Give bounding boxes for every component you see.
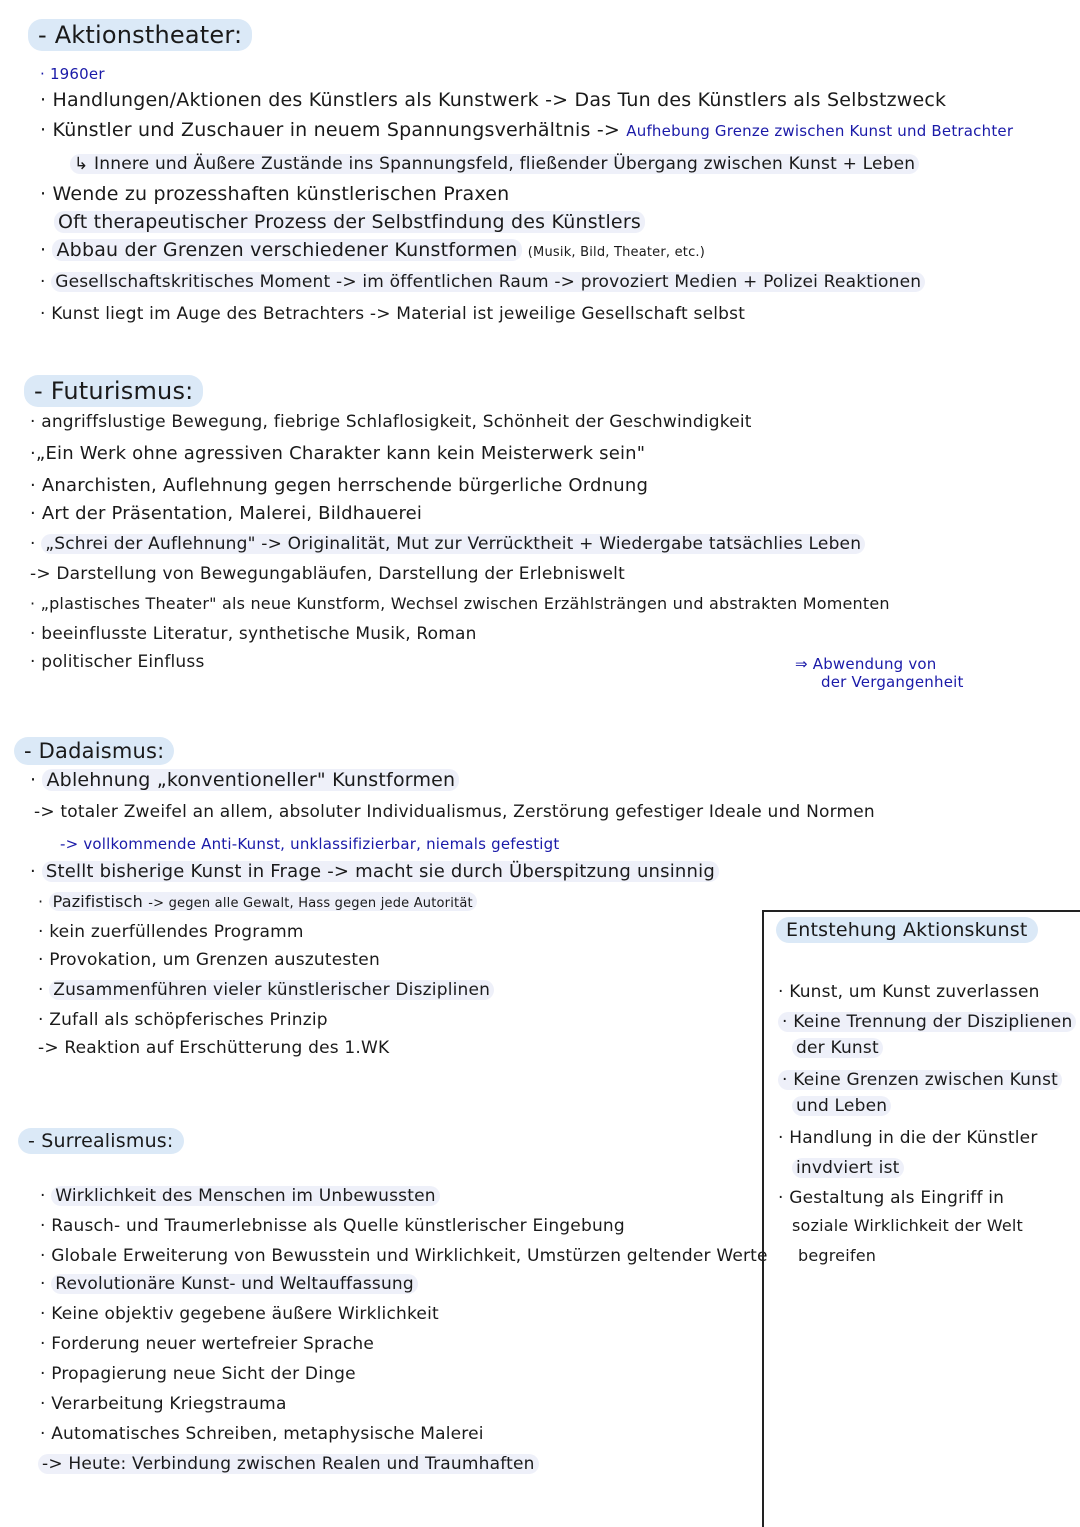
note-line: -> Heute: Verbindung zwischen Realen und Traumhaften bbox=[38, 1452, 539, 1476]
sidebox-line: und Leben bbox=[792, 1094, 891, 1118]
note-annotation: ⇒ Abwendung von der Vergangenheit bbox=[795, 655, 964, 691]
note-line: · Künstler und Zuschauer in neuem Spannungsverhältnis -> Aufhebung Grenze zwischen Kunst und Betrachter bbox=[40, 119, 1014, 141]
note-line: · Keine objektiv gegebene äußere Wirklichkeit bbox=[40, 1304, 439, 1324]
note-line: · „Schrei der Auflehnung" -> Originalität, Mut zur Verrücktheit + Wiedergabe tatsächlies Leben bbox=[30, 532, 865, 556]
sidebox-line: · Gestaltung als Eingriff in bbox=[778, 1188, 1005, 1208]
note-line: · Anarchisten, Auflehnung gegen herrschende bürgerliche Ordnung bbox=[30, 475, 649, 496]
heading-surrealismus: - Surrealismus: bbox=[18, 1126, 184, 1156]
note-line: · Pazifistisch -> gegen alle Gewalt, Hass gegen jede Autorität bbox=[38, 890, 477, 916]
note-line: -> vollkommende Anti-Kunst, unklassifizierbar, niemals gefestigt bbox=[60, 835, 560, 853]
sidebox-line: invdviert ist bbox=[792, 1156, 904, 1180]
note-line: · Wirklichkeit des Menschen im Unbewussten bbox=[40, 1184, 440, 1208]
note-line: · 1960er bbox=[40, 65, 105, 83]
note-line: · Revolutionäre Kunst- und Weltauffassung bbox=[40, 1272, 418, 1296]
sidebox-title: Entstehung Aktionskunst bbox=[776, 918, 1038, 942]
note-line: -> totaler Zweifel an allem, absoluter Individualismus, Zerstörung gefestiger Ideale und Normen bbox=[34, 802, 875, 822]
note-line: · Kunst liegt im Auge des Betrachters -> Material ist jeweilige Gesellschaft selbst bbox=[40, 304, 746, 324]
note-line: · Zufall als schöpferisches Prinzip bbox=[38, 1010, 328, 1030]
note-line: ↳ Innere und Äußere Zustände ins Spannungsfeld, fließender Übergang zwischen Kunst + Leben bbox=[70, 152, 919, 176]
sidebox-line: begreifen bbox=[798, 1246, 877, 1265]
note-line: · Stellt bisherige Kunst in Frage -> macht sie durch Überspitzung unsinnig bbox=[30, 860, 719, 884]
note-line: · beeinflusste Literatur, synthetische Musik, Roman bbox=[30, 624, 477, 644]
note-line: Oft therapeutischer Prozess der Selbstfindung des Künstlers bbox=[54, 210, 645, 234]
note-line: · Propagierung neue Sicht der Dinge bbox=[40, 1364, 356, 1384]
note-line: · Rausch- und Traumerlebnisse als Quelle künstlerischer Eingebung bbox=[40, 1216, 625, 1236]
note-line: · Wende zu prozesshaften künstlerischen Praxen bbox=[40, 183, 510, 205]
note-line: · Art der Präsentation, Malerei, Bildhauerei bbox=[30, 503, 423, 524]
note-line: · Ablehnung „konventioneller" Kunstformen bbox=[30, 768, 459, 792]
note-line: -> Darstellung von Bewegungabläufen, Darstellung der Erlebniswelt bbox=[30, 564, 625, 584]
note-line: -> Reaktion auf Erschütterung des 1.WK bbox=[38, 1038, 390, 1058]
note-line: · angriffslustige Bewegung, fiebrige Schlaflosigkeit, Schönheit der Geschwindigkeit bbox=[30, 412, 752, 432]
note-line: · politischer Einfluss bbox=[30, 652, 205, 672]
note-line: · Automatisches Schreiben, metaphysische Malerei bbox=[40, 1424, 484, 1444]
sidebox-line: · Kunst, um Kunst zuverlassen bbox=[778, 982, 1040, 1002]
heading-aktionstheater: - Aktionstheater: bbox=[28, 20, 252, 50]
note-line: · Gesellschaftskritisches Moment -> im öffentlichen Raum -> provoziert Medien + Polizei Reaktionen bbox=[40, 270, 925, 294]
note-line: · Zusammenführen vieler künstlerischer Disziplinen bbox=[38, 978, 494, 1002]
heading-dadaismus: - Dadaismus: bbox=[14, 736, 174, 766]
note-line: · kein zuerfüllendes Programm bbox=[38, 922, 304, 942]
note-line: · Forderung neuer wertefreier Sprache bbox=[40, 1334, 375, 1354]
note-line: · Handlungen/Aktionen des Künstlers als Kunstwerk -> Das Tun des Künstlers als Selbstzweck bbox=[40, 89, 947, 111]
note-line: · Abbau der Grenzen verschiedener Kunstformen (Musik, Bild, Theater, etc.) bbox=[40, 239, 706, 261]
note-line: ·„Ein Werk ohne agressiven Charakter kann kein Meisterwerk sein" bbox=[30, 443, 646, 464]
note-line: · Verarbeitung Kriegstrauma bbox=[40, 1394, 287, 1414]
sidebox-line: · Keine Grenzen zwischen Kunst bbox=[778, 1068, 1062, 1092]
sidebox-line: soziale Wirklichkeit der Welt bbox=[792, 1216, 1023, 1235]
note-line: · Provokation, um Grenzen auszutesten bbox=[38, 950, 380, 970]
note-line: · „plastisches Theater" als neue Kunstform, Wechsel zwischen Erzählsträngen und abstrakten Momenten bbox=[30, 594, 890, 613]
sidebox-line: · Keine Trennung der Disziplienen bbox=[778, 1010, 1076, 1034]
heading-futurismus: - Futurismus: bbox=[24, 376, 203, 406]
sidebox-line: · Handlung in die der Künstler bbox=[778, 1128, 1038, 1148]
note-line: · Globale Erweiterung von Bewusstein und Wirklichkeit, Umstürzen geltender Werte bbox=[40, 1246, 768, 1266]
sidebox-line: der Kunst bbox=[792, 1036, 883, 1060]
